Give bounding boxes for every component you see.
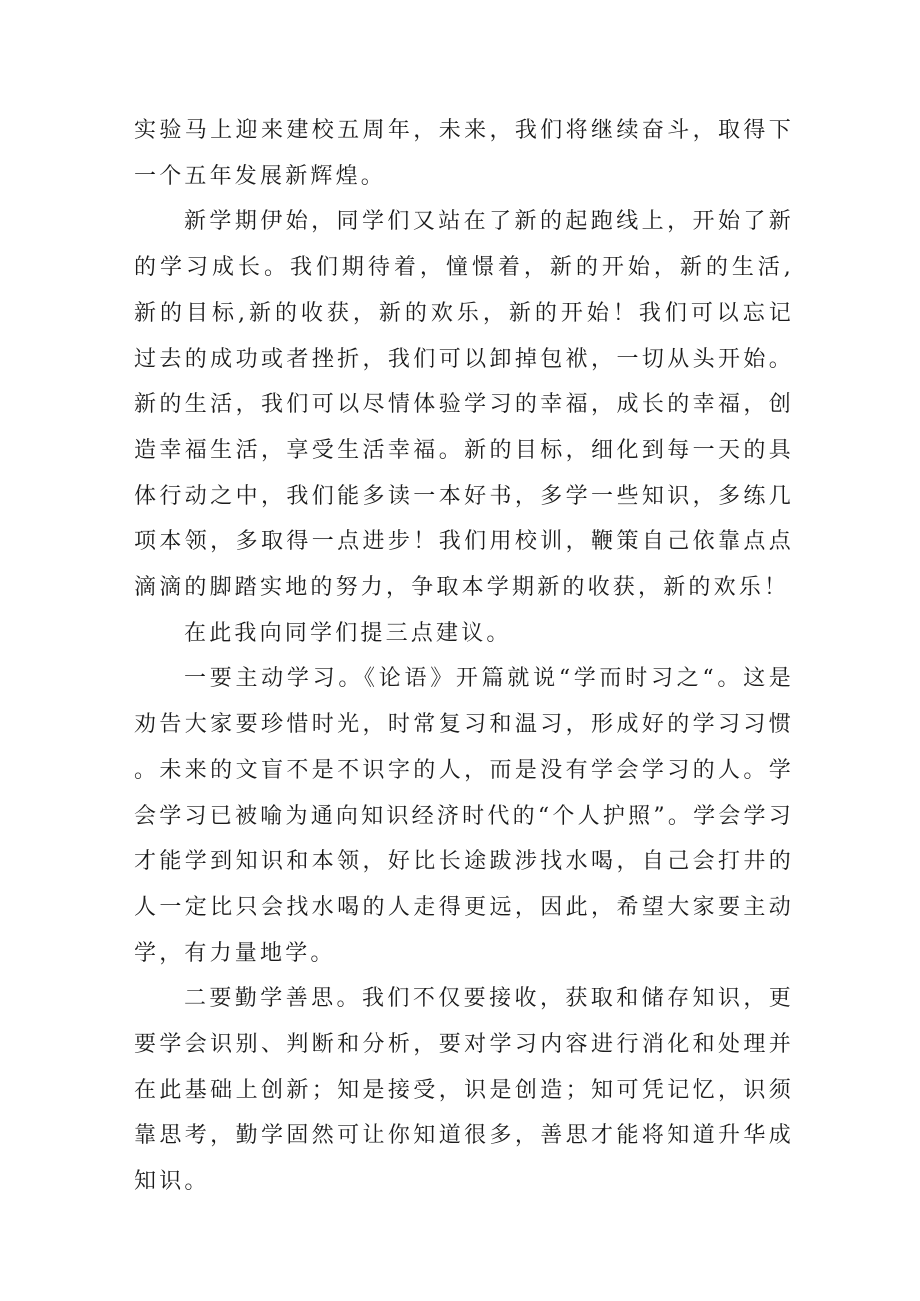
paragraph-active-learning: 一要主动学习。《论语》开篇就说“学而时习之“。这是劝告大家要珍惜时光，时常复习和温习，形成好的学习习惯。未来的文盲不是不识字的人，而是没有学会学习的人。学会学习已被喻为通向知识经济时代的“个人护照”。学会学习才能学到知识和本领，好比长途跋涉找水喝，自己会打井的人一定比只会找水喝的人走得更远，因此，希望大家要主动学，有力量地学。 (134, 666, 794, 966)
paragraph-new-semester: 新学期伊始，同学们又站在了新的起跑线上，开始了新的学习成长。我们期待着，憧憬着，新的开始，新的生活,新的目标,新的收获，新的欢乐，新的开始！我们可以忘记过去的成功或者挫折，我们可以卸掉包袱，一切从头开始。新的生活，我们可以尽情体验学习的幸福，成长的幸福，创造幸福生活，享受生活幸福。新的目标，细化到每一天的具体行动之中，我们能多读一本好书，多学一些知识，多练几项本领，多取得一点进步！我们用校训，鞭策自己依靠点点滴滴的脚踏实地的努力，争取本学期新的收获，新的欢乐！ (134, 209, 794, 601)
paragraph-continuation: 实验马上迎来建校五周年，未来，我们将继续奋斗，取得下一个五年发展新辉煌。 (134, 118, 794, 189)
document-body (134, 108, 794, 1205)
paragraph-diligent-thinking: 二要勤学善思。我们不仅要接收，获取和储存知识，更要学会识别、判断和分析，要对学习内容进行消化和处理并在此基础上创新；知是接受，识是创造；知可凭记忆，识须靠思考，勤学固然可让你知道很多，善思才能将知道升华成知识。 (134, 986, 794, 1195)
paragraph-suggestions-intro: 在此我向同学们提三点建议。 (184, 620, 512, 646)
